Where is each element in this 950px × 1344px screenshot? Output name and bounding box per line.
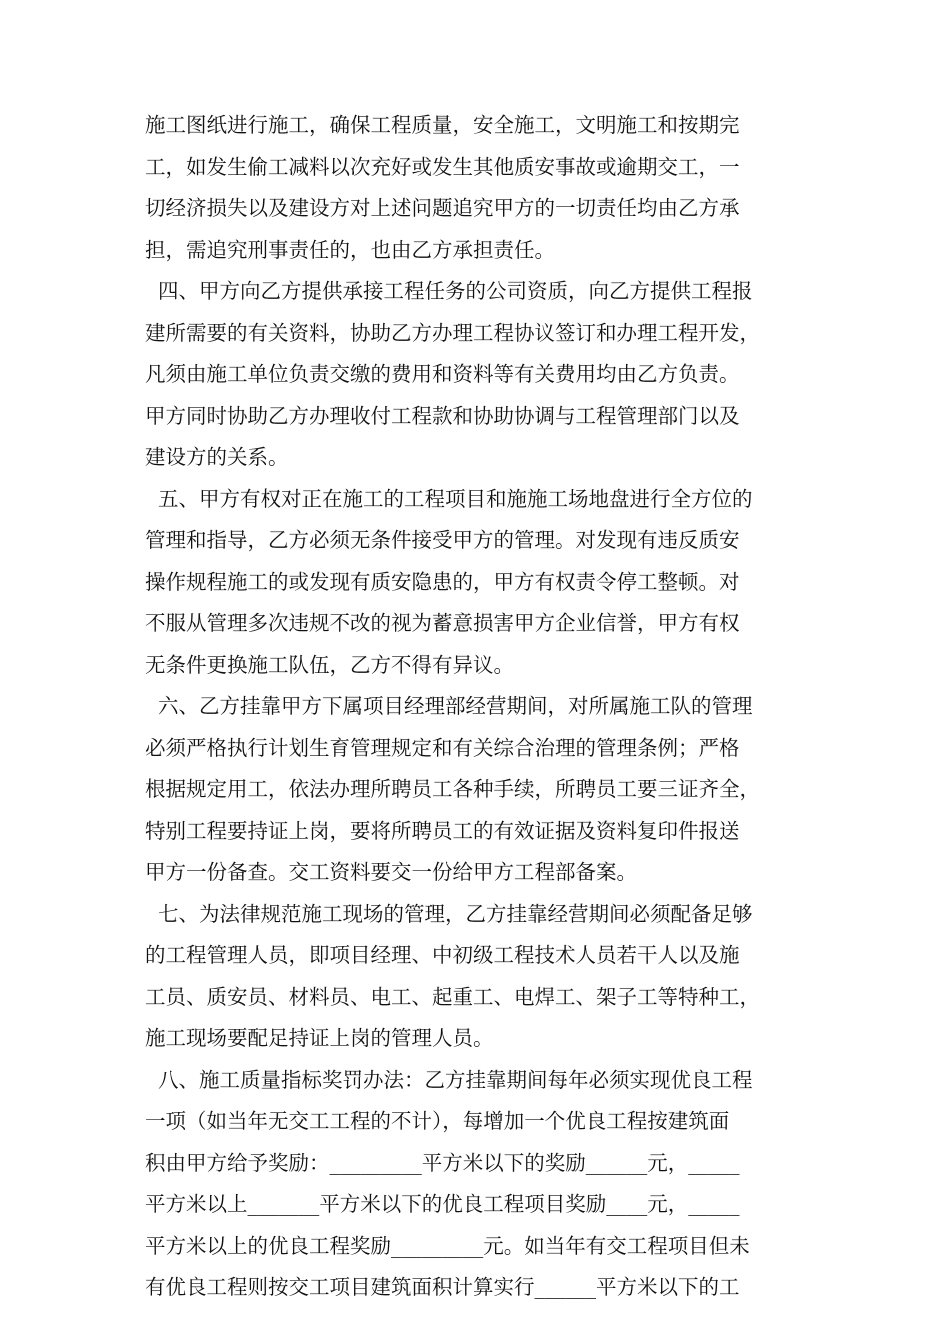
text-line: 操作规程施工的或发现有质安隐患的，甲方有权责令停工整顿。对 — [145, 569, 740, 594]
text-line: 建设方的关系。 — [145, 445, 289, 469]
document-body — [145, 105, 845, 1309]
text-line: 根据规定用工，依法办理所聘员工各种手续，所聘员工要三证齐全， — [145, 777, 760, 801]
text-line: 一项（如当年无交工工程的不计），每增加一个优良工程按建筑面 — [145, 1109, 730, 1133]
text-line: 管理和指导，乙方必须无条件接受甲方的管理。对发现有违反质安 — [145, 528, 740, 552]
text-line: 的工程管理人员，即项目经理、中初级工程技术人员若干人以及施 — [145, 943, 740, 967]
text-line: 平方米以上_______平方米以下的优良工程项目奖励____元，_____ — [145, 1192, 740, 1216]
text-line: 甲方一份备查。交工资料要交一份给甲方工程部备案。 — [145, 860, 637, 884]
text-line: 建所需要的有关资料，协助乙方办理工程协议签订和办理工程开发， — [145, 320, 760, 345]
text-line: 七、为法律规范施工现场的管理，乙方挂靠经营期间必须配备足够 — [145, 901, 753, 926]
text-line: 施工图纸进行施工，确保工程质量，安全施工，文明施工和按期完 — [145, 113, 740, 137]
text-line: 担，需追究刑事责任的，也由乙方承担责任。 — [145, 237, 555, 262]
text-line: 工员、质安员、材料员、电工、起重工、电焊工、架子工等特种工， — [145, 984, 760, 1009]
text-line: 有优良工程则按交工项目建筑面积计算实行______平方米以下的工 — [145, 1275, 740, 1299]
text-line: 切经济损失以及建设方对上述问题追究甲方的一切责任均由乙方承 — [145, 196, 740, 220]
text-line: 平方米以上的优良工程奖励_________元。如当年有交工程项目但未 — [145, 1233, 750, 1258]
text-line: 无条件更换施工队伍，乙方不得有异议。 — [145, 652, 514, 677]
text-line: 积由甲方给予奖励：_________平方米以下的奖励______元，_____ — [145, 1150, 740, 1175]
text-line: 不服从管理多次违规不改的视为蓄意损害甲方企业信誉，甲方有权 — [145, 611, 740, 635]
text-line: 凡须由施工单位负责交缴的费用和资料等有关费用均由乙方负责。 — [145, 362, 740, 386]
text-line: 六、乙方挂靠甲方下属项目经理部经营期间，对所属施工队的管理 — [145, 694, 753, 718]
text-line: 八、施工质量指标奖罚办法：乙方挂靠期间每年必须实现优良工程 — [145, 1067, 753, 1092]
text-line: 五、甲方有权对正在施工的工程项目和施施工场地盘进行全方位的 — [145, 486, 753, 511]
text-line: 四、甲方向乙方提供承接工程任务的公司资质，向乙方提供工程报 — [145, 279, 753, 303]
text-line: 施工现场要配足持证上岗的管理人员。 — [145, 1026, 494, 1050]
text-line: 工，如发生偷工减料以次充好或发生其他质安事故或逾期交工，一 — [145, 154, 740, 179]
text-line: 特别工程要持证上岗，要将所聘员工的有效证据及资料复印件报送 — [145, 818, 740, 843]
text-line: 甲方同时协助乙方办理收付工程款和协助协调与工程管理部门以及 — [145, 403, 740, 428]
text-line: 必须严格执行计划生育管理规定和有关综合治理的管理条例；严格 — [145, 735, 740, 760]
